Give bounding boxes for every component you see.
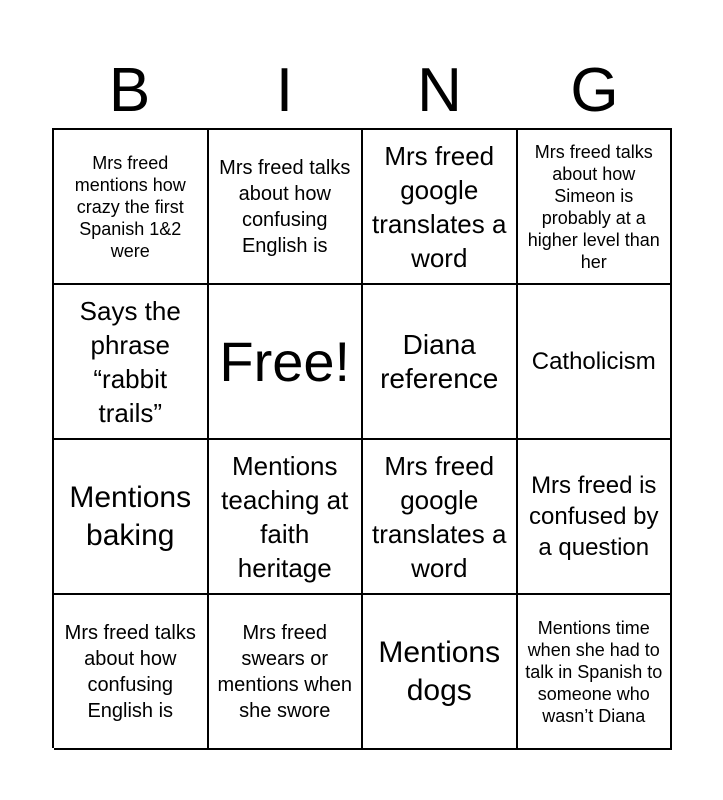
- header-letter-i: I: [275, 56, 294, 125]
- bingo-cell-r2-c0[interactable]: [54, 440, 209, 595]
- bingo-cell-free[interactable]: [209, 285, 364, 440]
- bingo-cell-r2-c1[interactable]: [209, 440, 364, 595]
- bingo-cell-r0-c1[interactable]: [209, 130, 364, 285]
- bingo-cell-r0-c0[interactable]: [54, 130, 209, 285]
- bingo-cell-r3-c1[interactable]: [209, 595, 364, 750]
- cell-text: Says the phrase “rabbit trails”: [79, 295, 181, 428]
- cell-text: Mrs freed talks about how confusing English is: [219, 156, 351, 257]
- header-letter-b: B: [108, 56, 151, 125]
- cell-text: Mentions baking: [69, 480, 192, 552]
- bingo-cell-r0-c3[interactable]: [518, 130, 673, 285]
- cell-text: Mrs freed swears or mentions when she swore: [217, 621, 353, 722]
- bingo-cell-r1-c0[interactable]: [54, 285, 209, 440]
- bingo-cell-r0-c2[interactable]: [363, 130, 518, 285]
- bingo-cell-r1-c3[interactable]: [518, 285, 673, 440]
- header-letter-n: N: [417, 56, 462, 125]
- cell-text: Mentions time when she had to talk in Spanish to someone who wasn’t Diana: [525, 617, 663, 726]
- cell-text: Mrs freed talks about how Simeon is probably at a higher level than her: [527, 141, 660, 272]
- free-space-text: Free!: [219, 329, 351, 393]
- cell-text: Catholicism: [531, 348, 656, 375]
- bingo-cell-r3-c2[interactable]: [363, 595, 518, 750]
- cell-text: Mentions teaching at faith heritage: [221, 450, 349, 583]
- cell-text: Mrs freed google translates a word: [372, 140, 507, 273]
- cell-text: Mrs freed mentions how crazy the first Spanish 1&2 were: [74, 152, 186, 261]
- bingo-header: [52, 55, 672, 127]
- bingo-cell-r2-c2[interactable]: [363, 440, 518, 595]
- cell-text: Mrs freed google translates a word: [372, 450, 507, 583]
- bingo-cell-r1-c2[interactable]: [363, 285, 518, 440]
- bingo-cell-r3-c3[interactable]: [518, 595, 673, 750]
- cell-text: Diana reference: [380, 328, 499, 394]
- cell-text: Mrs freed talks about how confusing English is: [64, 621, 196, 722]
- header-letter-g: G: [570, 56, 619, 125]
- bingo-grid: [52, 128, 672, 748]
- bingo-cell-r2-c3[interactable]: [518, 440, 673, 595]
- cell-text: Mentions dogs: [378, 635, 501, 707]
- cell-text: Mrs freed is confused by a question: [529, 472, 659, 561]
- bingo-cell-r3-c0[interactable]: [54, 595, 209, 750]
